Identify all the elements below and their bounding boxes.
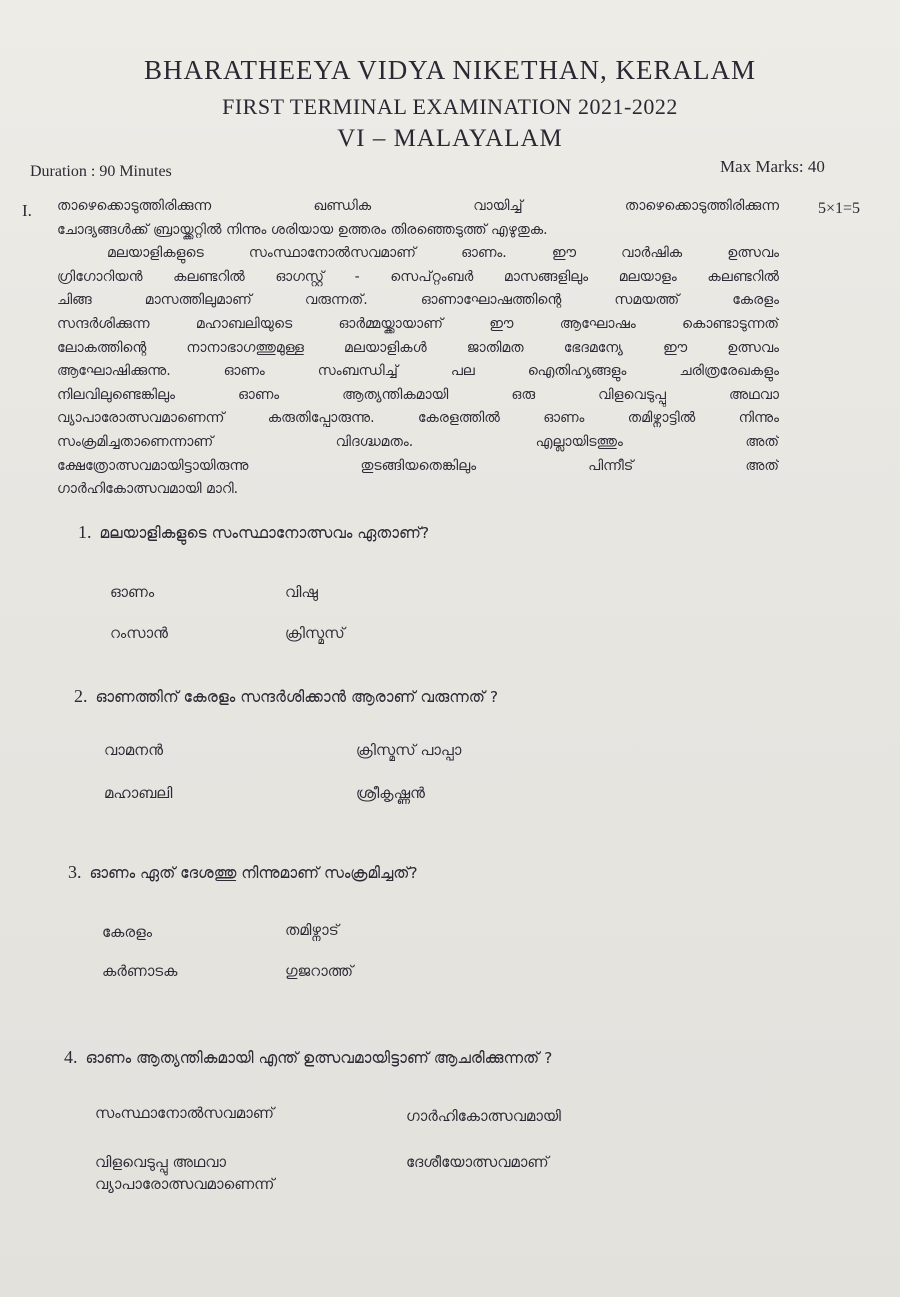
question-2 [74, 686, 498, 707]
q4-option-a: സംസ്ഥാനോൽസവമാണ് [95, 1104, 274, 1122]
q3-option-c: കർണാടക [102, 962, 178, 980]
passage-line: ക്ഷേത്രോത്സവമായിട്ടായിരുന്നു തുടങ്ങിയതെങ്കിലും പിന്നീട് അത് [57, 457, 779, 474]
passage-line: മലയാളികളുടെ സംസ്ഥാനോൽസവമാണ് ഓണം. ഈ വാർഷിക ഉത്സവം [107, 245, 779, 262]
passage-line: സന്ദർശിക്കുന്ന മഹാബലിയുടെ ഓർമ്മയ്ക്കായാണ് ഈ ആഘോഷം കൊണ്ടാടുന്നത് [57, 315, 779, 332]
question-number: 1. [78, 522, 92, 542]
passage-line: താഴെക്കൊടുത്തിരിക്കുന്ന ഖണ്ഡിക വായിച്ച് താഴെക്കൊടുത്തിരിക്കുന്ന [57, 198, 779, 214]
q1-option-c: റംസാൻ [110, 624, 168, 642]
question-1 [78, 522, 429, 543]
q1-option-b: വിഷു [285, 583, 318, 601]
question-number: 3. [68, 862, 82, 882]
q3-option-b: തമിഴ്നാട് [285, 921, 339, 939]
q2-option-b: ക്രിസ്മസ് പാപ്പാ [356, 741, 462, 759]
passage-line: വ്യാപാരോത്സവമാണെന്ന് കരുതിപ്പോരുന്നു. കേരളത്തിൽ ഓണം തമിഴ്നാട്ടിൽ നിന്നും [57, 410, 779, 427]
passage-line: ആഘോഷിക്കുന്നു. ഓണം സംബന്ധിച്ച് പല ഐതിഹ്യങ്ങളും ചരിത്രരേഖകളും [57, 363, 779, 380]
question-text: മലയാളികളുടെ സംസ്ഥാനോത്സവം ഏതാണ്? [99, 524, 430, 542]
question-text: ഓണം ഏത് ദേശത്തു നിന്നുമാണ് സംക്രമിച്ചത്? [89, 864, 418, 882]
passage-line: ചിങ്ങ മാസത്തിലുമാണ് വരുന്നത്. ഓണാഘോഷത്തിന്റെ സമയത്ത് കേരളം [57, 292, 779, 309]
question-3 [68, 862, 418, 883]
question-text: ഓണം ആത്യന്തികമായി എന്ത് ഉത്സവമായിട്ടാണ് ആചരിക്കുന്നത് ? [85, 1049, 553, 1067]
q2-option-a: വാമനൻ [104, 741, 164, 759]
passage-line: സംക്രമിച്ചതാണെന്നാണ് വിദഗ്ദ്ധമതം. എല്ലായിടത്തും അത് [57, 433, 779, 450]
q2-option-d: ശ്രീകൃഷ്ണൻ [356, 784, 425, 802]
duration-label: Duration : 90 Minutes [30, 163, 172, 180]
question-text: ഓണത്തിന് കേരളം സന്ദർശിക്കാൻ ആരാണ് വരുന്നത് ? [95, 688, 499, 706]
q1-option-d: ക്രിസ്മസ് [285, 624, 345, 642]
q2-option-c: മഹാബലി [104, 784, 173, 802]
subject-title: VI – MALAYALAM [337, 125, 563, 152]
question-number: 4. [64, 1047, 78, 1067]
passage [57, 195, 779, 502]
passage-line: നിലവിലുണ്ടെങ്കിലും ഓണം ആത്യന്തികമായി ഒരു വിളവെടുപ്പു അഥവാ [57, 386, 779, 403]
q3-option-a: കേരളം [102, 923, 153, 941]
section-number: I. [22, 201, 32, 220]
q1-option-a: ഓണം [110, 583, 155, 601]
question-number: 2. [74, 686, 88, 706]
q4-option-b: ഗാർഹികോത്സവമായി [406, 1107, 561, 1125]
exam-title: FIRST TERMINAL EXAMINATION 2021-2022 [222, 94, 678, 119]
passage-line: ഗാർഹികോത്സവമായി മാറി. [57, 481, 239, 498]
max-marks-label: Max Marks: 40 [720, 157, 825, 176]
section-marks: 5×1=5 [818, 200, 861, 217]
passage-line: ഗ്രിഗോറിയൻ കലണ്ടറിൽ ഓഗസ്റ്റ് - സെപ്റ്റംബർ മാസങ്ങളിലും മലയാളം കലണ്ടറിൽ [57, 268, 779, 285]
passage-line: ചോദ്യങ്ങൾക്ക് ബ്രായ്ക്കറ്റിൽ നിന്നും ശരിയായ ഉത്തരം തിരഞ്ഞെടുത്ത് എഴുതുക. [57, 221, 548, 238]
q4-option-d: ദേശീയോത്സവമാണ് [406, 1153, 549, 1171]
school-name: BHARATHEEYA VIDYA NIKETHAN, KERALAM [144, 55, 756, 85]
q4-option-c: വിളവെടുപ്പു അഥവാ വ്യാപാരോത്സവമാണെന്ന് [95, 1153, 275, 1193]
passage-line: ലോകത്തിന്റെ നാനാഭാഗത്തുമുള്ള മലയാളികൾ ജാതിമത ഭേദമന്യേ ഈ ഉത്സവം [57, 339, 779, 356]
q3-option-d: ഗുജറാത്ത് [285, 962, 354, 980]
question-4 [64, 1047, 552, 1068]
